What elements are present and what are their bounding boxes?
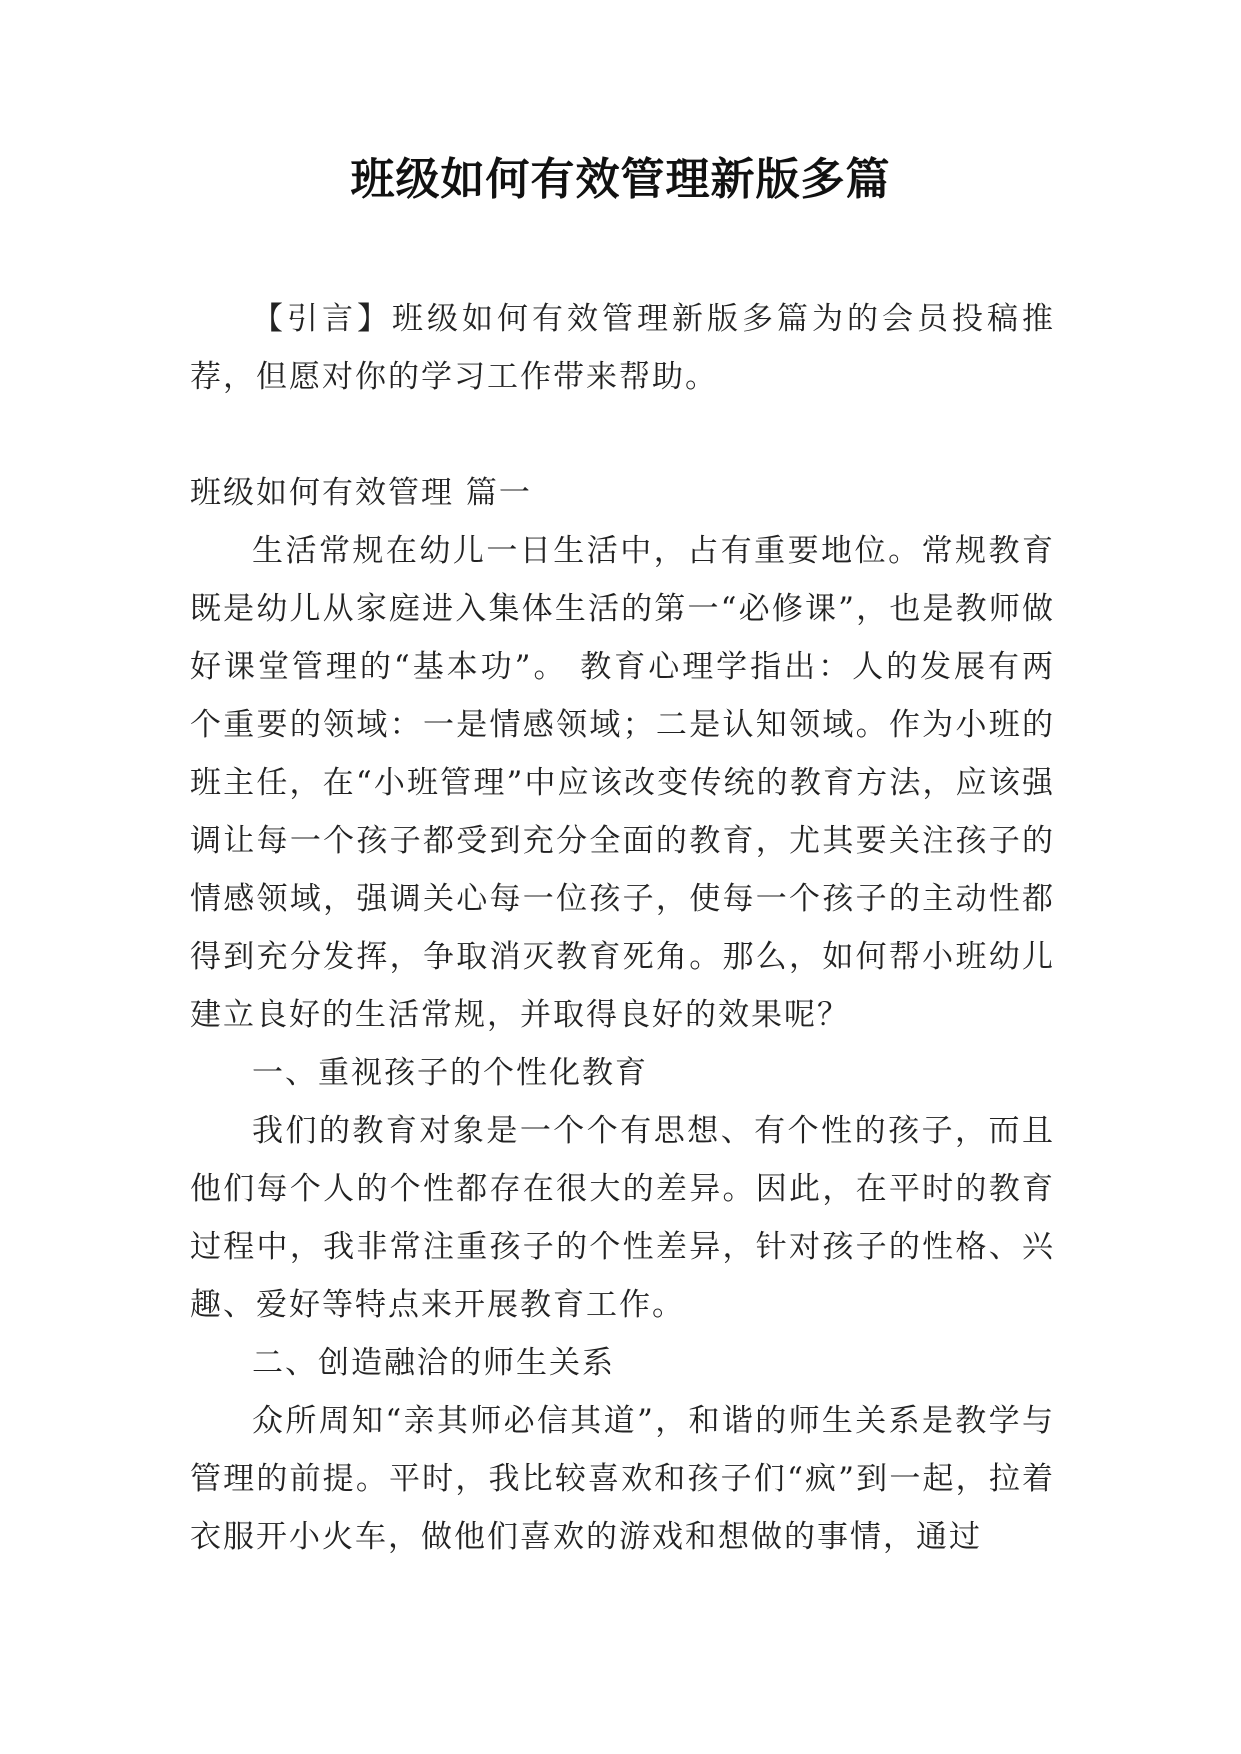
intro-paragraph: 【引言】班级如何有效管理新版多篇为的会员投稿推荐，但愿对你的学习工作带来帮助。 xyxy=(190,301,1055,395)
document-body xyxy=(190,290,1055,1566)
body-paragraph: 生活常规在幼儿一日生活中，占有重要地位。常规教育既是幼儿从家庭进入集体生活的第一“必修课”，也是教师做好课堂管理的“基本功”。 教育心理学指出：人的发展有两个重要的领域：一是情感领域；二是认知领域。作为小班的班主任，在“小班管理”中应该改变传统的教育方法，应该强调让每一个孩子都受到充分全面的教育，尤其要关注孩子的情感领域，强调关心每一位孩子，使每一个孩子的主动性都得到充分发挥，争取消灭教育死角。那么，如何帮小班幼儿建立良好的生活常规，并取得良好的效果呢？ xyxy=(190,533,1055,1033)
body-paragraph: 众所周知“亲其师必信其道”，和谐的师生关系是教学与管理的前提。平时，我比较喜欢和孩子们“疯”到一起，拉着衣服开小火车，做他们喜欢的游戏和想做的事情，通过 xyxy=(190,1403,1055,1555)
body-paragraph: 我们的教育对象是一个个有思想、有个性的孩子，而且他们每个人的个性都存在很大的差异。因此，在平时的教育过程中，我非常注重孩子的个性差异，针对孩子的性格、兴趣、爱好等特点来开展教育工作。 xyxy=(190,1113,1055,1323)
document-title: 班级如何有效管理新版多篇 xyxy=(350,154,891,205)
section-heading: 班级如何有效管理 篇一 xyxy=(190,475,532,511)
subheading: 二、创造融洽的师生关系 xyxy=(252,1345,615,1381)
subheading: 一、重视孩子的个性化教育 xyxy=(252,1055,648,1091)
